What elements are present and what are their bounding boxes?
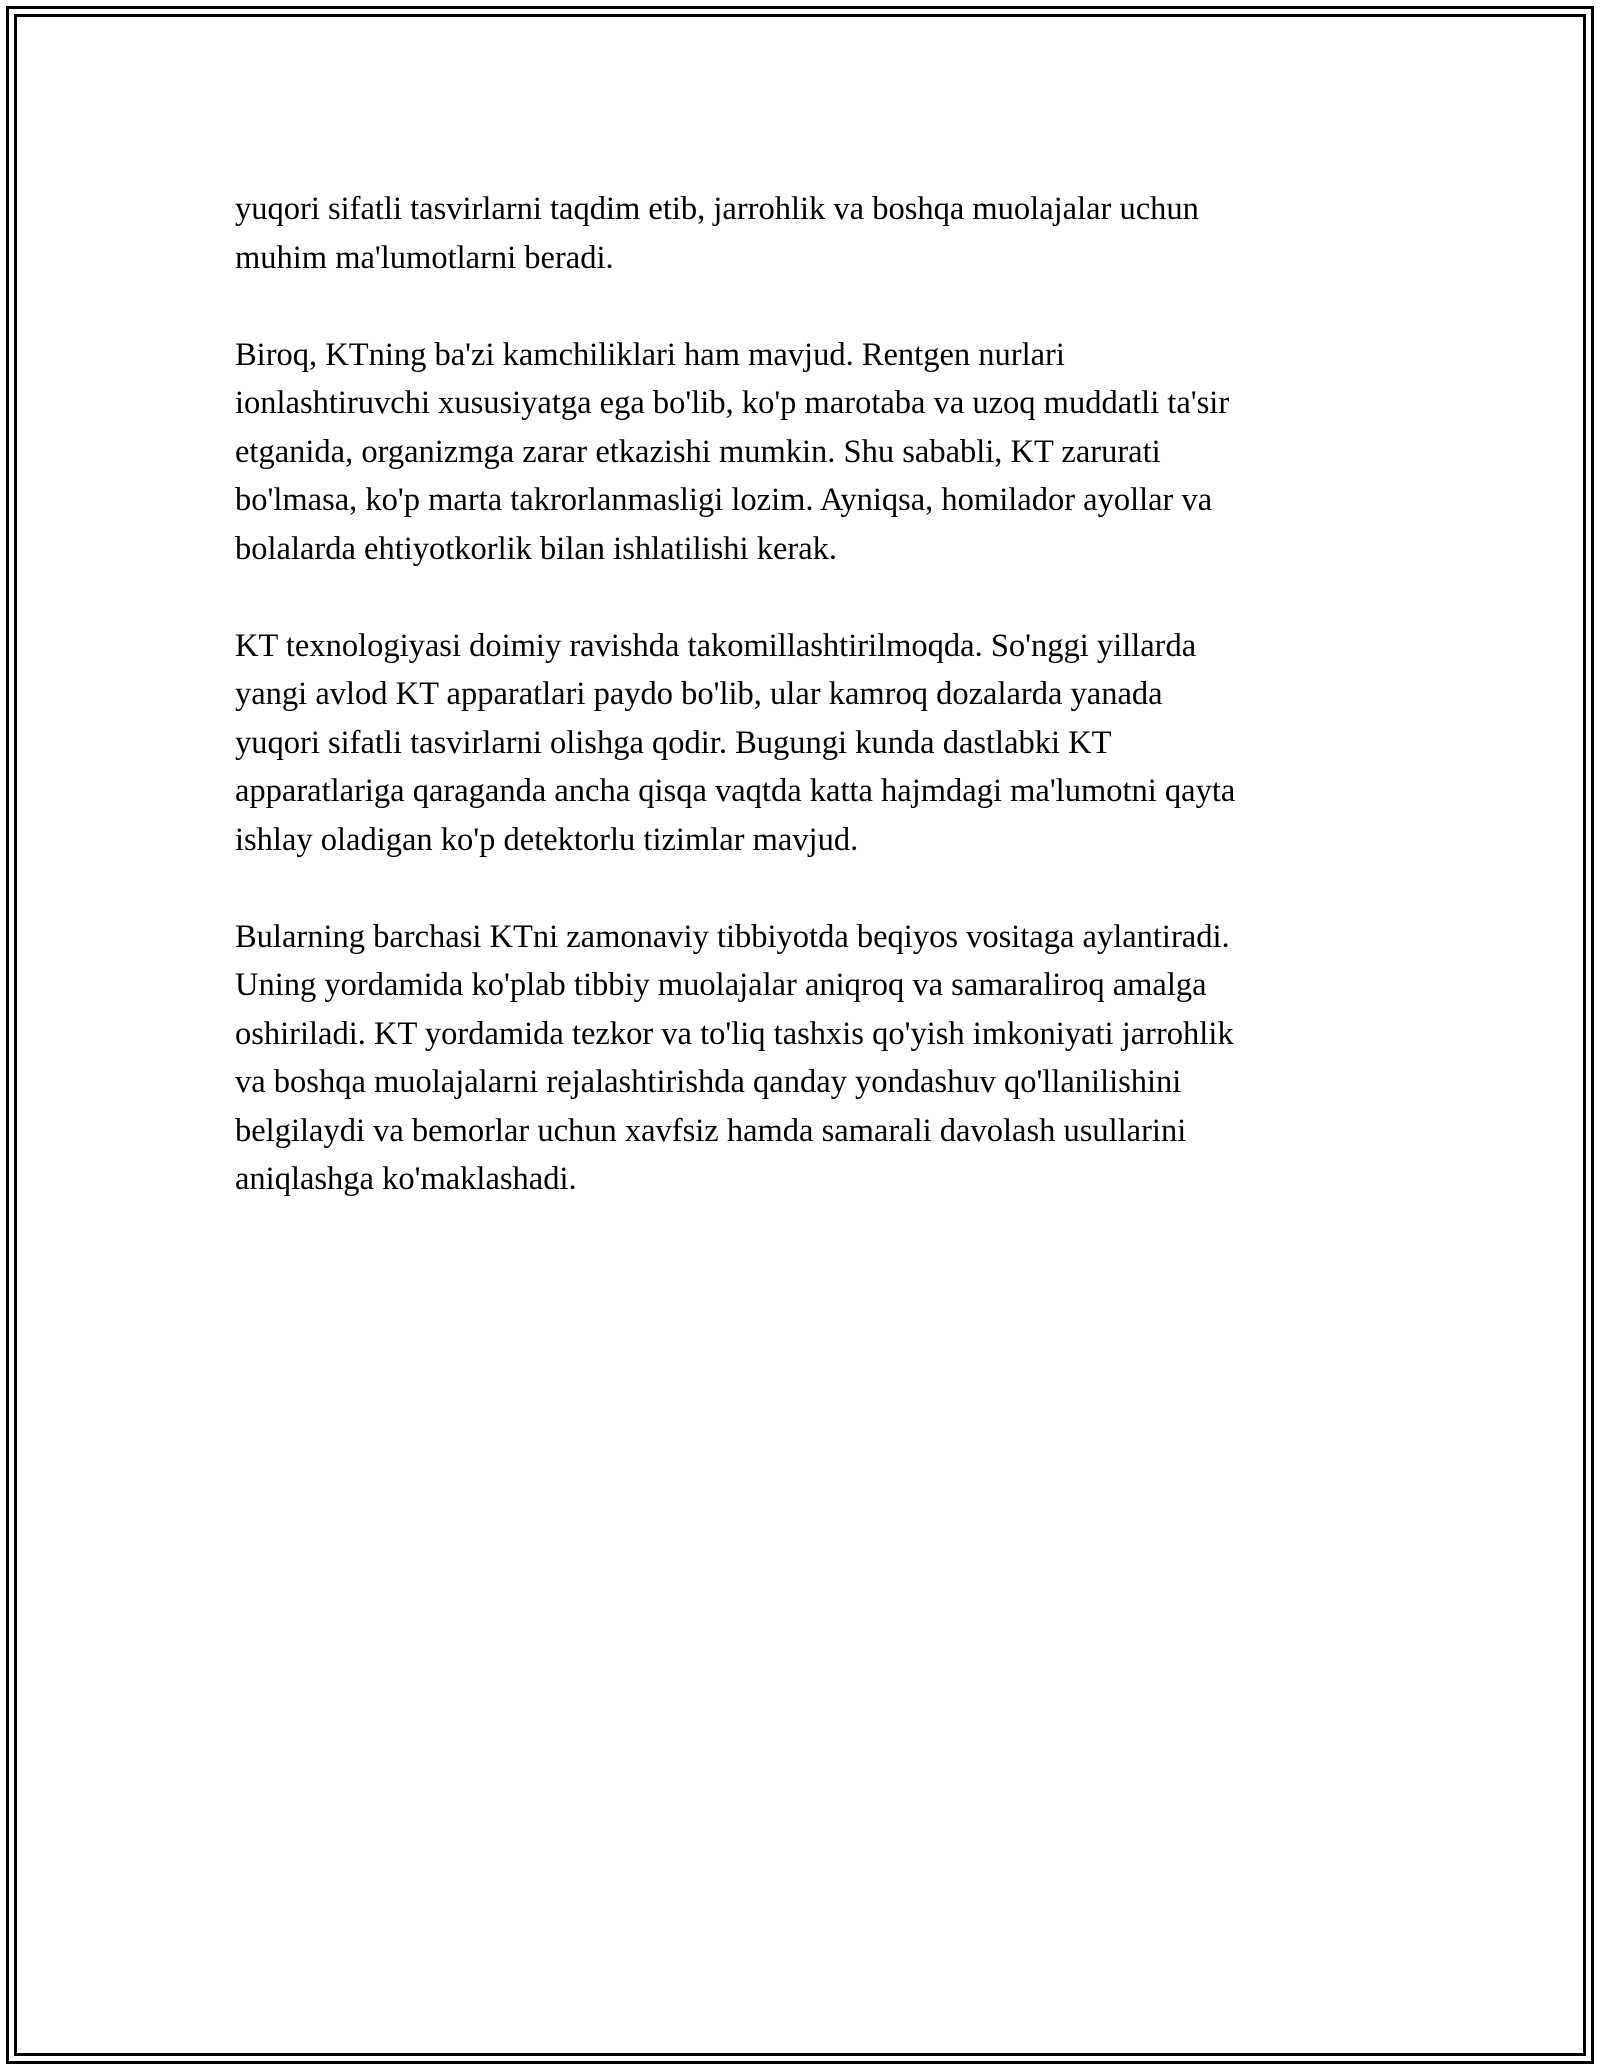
text-line: ionlashtiruvchi xususiyatga ega bo'lib, ko'p marotaba va uzoq muddatli ta'sir	[235, 385, 1230, 421]
text-line: muhim ma'lumotlarni beradi.	[235, 239, 614, 276]
text-line: va boshqa muolajalarni rejalashtirishda qanday yondashuv qo'llanilishini	[235, 1064, 1182, 1100]
text-line: ishlay oladigan ko'p detektorlu tizimlar mavjud.	[235, 821, 859, 858]
text-line: yuqori sifatli tasvirlarni olishga qodir. Bugungi kunda dastlabki KT	[235, 724, 1112, 761]
text-line: yuqori sifatli tasvirlarni taqdim etib, jarrohlik va boshqa muolajalar uchun	[235, 191, 1199, 227]
text-line: aniqlashga ko'maklashadi.	[235, 1161, 577, 1197]
paragraph-1	[235, 185, 1365, 282]
text-line: Uning yordamida ko'plab tibbiy muolajalar aniqroq va samaraliroq amalga	[235, 967, 1207, 1003]
paragraph-4	[235, 913, 1365, 1204]
text-line: yangi avlod KT apparatlari paydo bo'lib, ular kamroq dozalarda yanada	[235, 676, 1163, 712]
paragraph-2	[235, 331, 1365, 574]
text-line: oshiriladi. KT yordamida tezkor va to'liq tashxis qo'yish imkoniyati jarrohlik	[235, 1015, 1234, 1052]
text-line: bolalarda ehtiyotkorlik bilan ishlatilishi kerak.	[235, 530, 838, 567]
paragraph-3	[235, 622, 1365, 865]
text-line: Biroq, KTning ba'zi kamchiliklari ham mavjud. Rentgen nurlari	[235, 336, 1065, 373]
text-line: apparatlariga qaraganda ancha qisqa vaqtda katta hajmdagi ma'lumotni qayta	[235, 773, 1236, 809]
document-body	[235, 185, 1365, 1252]
text-line: Bularning barchasi KTni zamonaviy tibbiyotda beqiyos vositaga aylantiradi.	[235, 918, 1230, 955]
text-line: KT texnologiyasi doimiy ravishda takomillashtirilmoqda. So'nggi yillarda	[235, 627, 1197, 664]
text-line: belgilaydi va bemorlar uchun xavfsiz hamda samarali davolash usullarini	[235, 1112, 1187, 1149]
text-line: etganida, organizmga zarar etkazishi mumkin. Shu sababli, KT zarurati	[235, 433, 1161, 470]
text-line: bo'lmasa, ko'p marta takrorlanmasligi lozim. Ayniqsa, homilador ayollar va	[235, 482, 1213, 518]
